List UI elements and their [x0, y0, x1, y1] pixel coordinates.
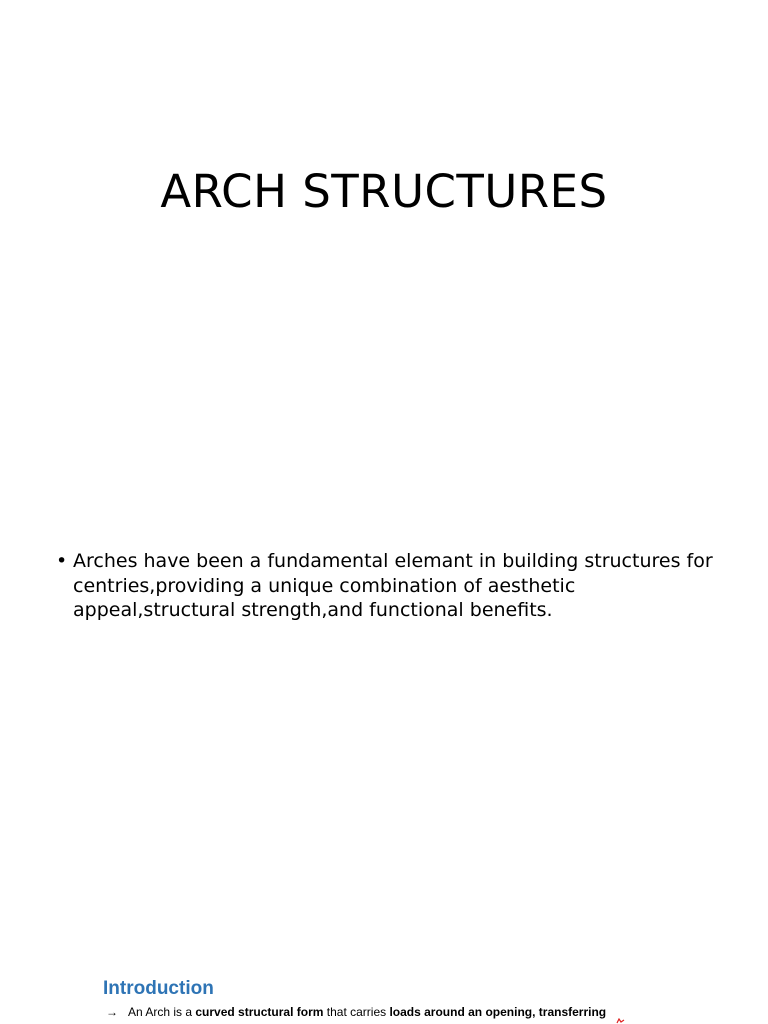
slide-title: ARCH STRUCTURES	[160, 165, 608, 218]
edit-mark-icon	[616, 1018, 626, 1024]
bullet-item	[56, 549, 716, 623]
next-page-preview	[0, 975, 768, 1024]
intro-text-part: that carries	[323, 1005, 390, 1019]
section-heading: Introduction	[103, 978, 214, 999]
bullet-icon: •	[56, 550, 68, 572]
bullet-text: Arches have been a fundamental elemant in building structures for centries,providing a unique combination of aesthetic appeal,structural strength,and functional benefits.	[73, 550, 713, 621]
intro-text-part: An Arch is a	[128, 1005, 196, 1019]
bullet-list	[56, 549, 716, 623]
intro-text-bold: loads around an opening, transferring	[389, 1005, 607, 1019]
arrow-icon: →	[106, 1005, 118, 1019]
intro-line	[106, 1005, 606, 1019]
intro-text-bold: curved structural form	[195, 1005, 324, 1019]
